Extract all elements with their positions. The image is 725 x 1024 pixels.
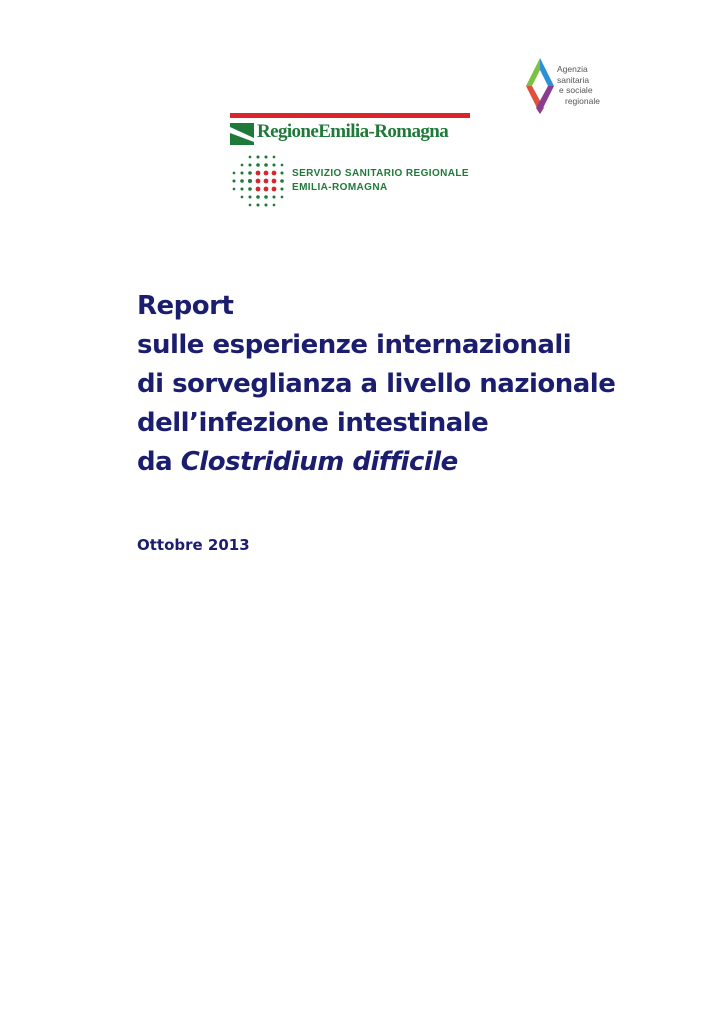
agency-line: Agenzia [557, 64, 588, 74]
ssr-dot [240, 187, 243, 190]
ssr-dot [280, 187, 283, 190]
ssr-dot [249, 204, 252, 207]
ssr-dot [280, 179, 284, 183]
document-title [137, 287, 697, 482]
ssr-dot [281, 164, 284, 167]
ssr-dot [248, 187, 252, 191]
agency-line: e sociale [559, 85, 593, 95]
agency-logo-icon [522, 56, 558, 118]
ssr-dot [248, 195, 251, 198]
ssr-dot [256, 171, 261, 176]
agency-name [557, 64, 600, 106]
ssr-dot [272, 179, 277, 184]
ssr-dot [280, 171, 283, 174]
ssr-dot [272, 171, 277, 176]
ssr-dot [264, 187, 269, 192]
document-date: Ottobre 2013 [137, 536, 250, 554]
regione-name: RegioneEmilia-Romagna [257, 121, 449, 142]
title-line: dell’infezione intestinale [137, 408, 489, 438]
ssr-dot [241, 196, 244, 199]
title-line [137, 443, 697, 482]
ssr-dot [264, 203, 267, 206]
ssr-dot [256, 203, 259, 206]
ssr-dot [264, 155, 267, 158]
ssr-dot [233, 172, 236, 175]
ssr-dot [248, 179, 252, 183]
ssr-dot [272, 195, 275, 198]
agency-line: regionale [565, 95, 600, 106]
title-line: Report [137, 291, 234, 321]
ssr-dot [273, 204, 276, 207]
title-italic: Clostridium difficile [180, 447, 458, 477]
ssr-dot [249, 156, 252, 159]
agency-logo [522, 56, 622, 118]
ssr-dot [232, 179, 235, 182]
ssr-line1: SERVIZIO SANITARIO REGIONALE [292, 168, 469, 179]
ssr-dot [248, 163, 251, 166]
ssr-dot [256, 155, 259, 158]
ssr-dot [272, 163, 275, 166]
agency-line: sanitaria [557, 74, 590, 85]
ssr-dot [264, 179, 269, 184]
ssr-dot [264, 163, 268, 167]
ssr-dot [272, 187, 277, 192]
ssr-dots-icon [230, 153, 286, 209]
regione-red-bar [230, 113, 470, 118]
ssr-dot [248, 171, 252, 175]
regione-logo [230, 113, 470, 147]
ssr-dot [241, 164, 244, 167]
ssr-dot [256, 179, 261, 184]
title-line: di sorveglianza a livello nazionale [137, 369, 616, 399]
title-prefix: da [137, 447, 181, 477]
ssr-dot [264, 195, 268, 199]
ssr-dot [240, 179, 244, 183]
ssr-dot [256, 195, 260, 199]
regione-flag-icon [230, 123, 254, 145]
ssr-dot [273, 156, 276, 159]
ssr-name [292, 167, 469, 195]
ssr-dot [281, 196, 284, 199]
title-line: sulle esperienze internazionali [137, 330, 572, 360]
ssr-line2: EMILIA-ROMAGNA [292, 182, 388, 193]
ssr-dot [256, 187, 261, 192]
ssr-dot [256, 163, 260, 167]
ssr-dot [233, 188, 236, 191]
ssr-dot [240, 171, 243, 174]
ssr-dot [264, 171, 269, 176]
